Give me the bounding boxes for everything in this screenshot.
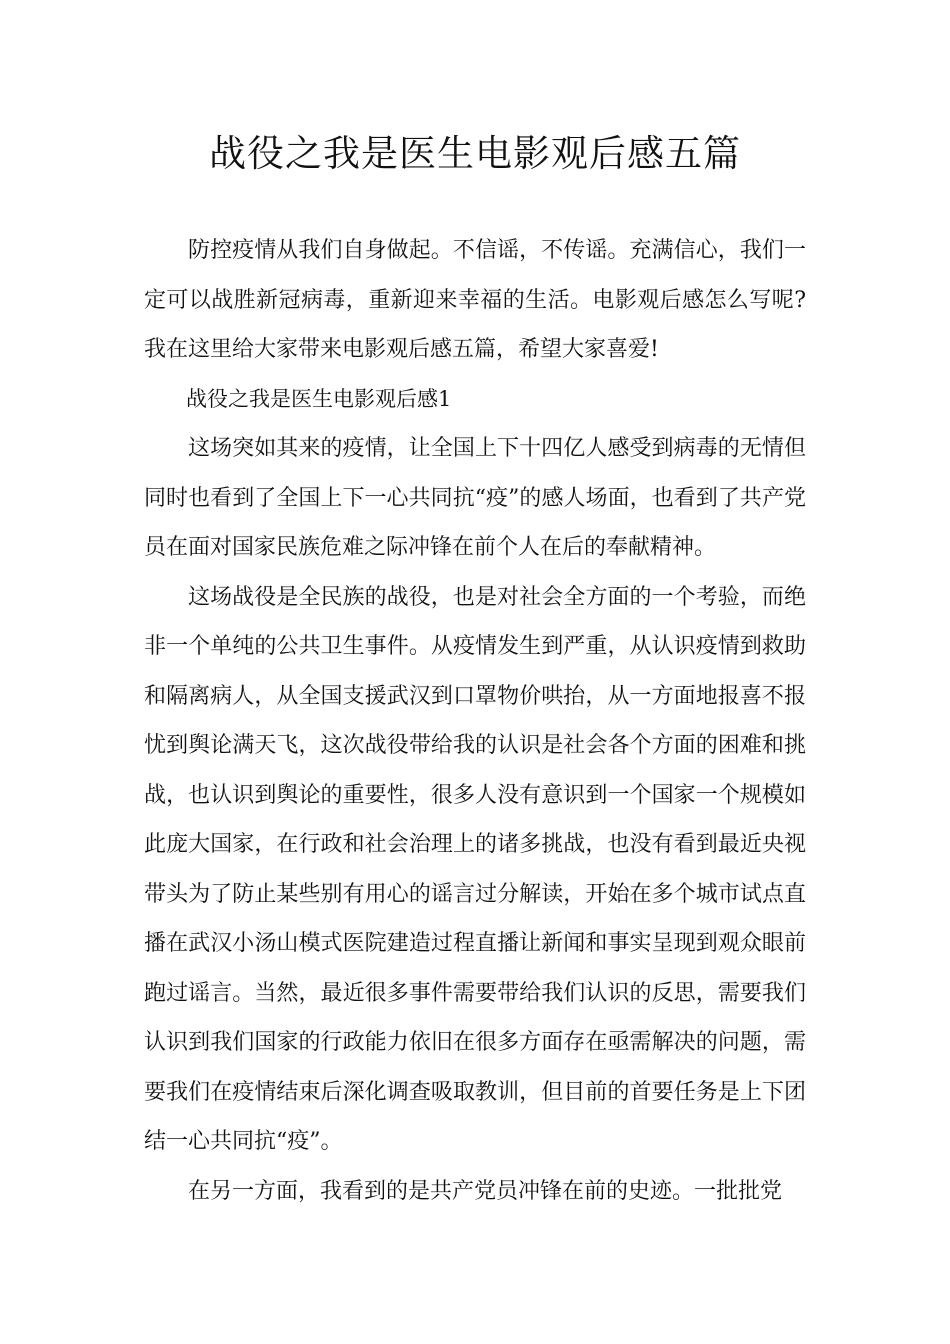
paragraph: 这场战役是全民族的战役，也是对社会全方面的一个考验，而绝非一个单纯的公共卫生事件。从疫情发生到严重，从认识疫情到救助和隔离病人，从全国支援武汉到口罩物价哄抬，从一方面地报喜不报忧到舆论满天飞，这次战役带给我的认识是社会各个方面的困难和挑战，也认识到舆论的重要性，很多人没有意识到一个国家一个规模如此庞大国家，在行政和社会治理上的诸多挑战，也没有看到最近央视带头为了防止某些别有用心的谣言过分解读，开始在多个城市试点直播在武汉小汤山模式医院建造过程直播让新闻和事实呈现到观众眼前跑过谣言。当然，最近很多事件需要带给我们认识的反思，需要我们认识到我们国家的行政能力依旧在很多方面存在亟需解决的问题，需要我们在疫情结束后深化调查吸取教训，但目前的首要任务是上下团结一心共同抗“疫”。 bbox=[144, 584, 806, 1154]
paragraph: 这场突如其来的疫情，让全国上下十四亿人感受到病毒的无情但同时也看到了全国上下一心共同抗“疫”的感人场面，也看到了共产党员在面对国家民族危难之际冲锋在前个人在后的奉献精神。 bbox=[144, 436, 806, 560]
paragraph-intro: 防控疫情从我们自身做起。不信谣，不传谣。充满信心，我们一定可以战胜新冠病毒，重新迎来幸福的生活。电影观后感怎么写呢?我在这里给大家带来电影观后感五篇，希望大家喜爱! bbox=[144, 238, 806, 362]
document-title: 战役之我是医生电影观后感五篇 bbox=[209, 132, 741, 175]
document-body bbox=[144, 226, 806, 1216]
paragraph: 在另一方面，我看到的是共产党员冲锋在前的史迹。一批批党 bbox=[188, 1178, 783, 1204]
section-heading: 战役之我是医生电影观后感1 bbox=[186, 386, 452, 411]
